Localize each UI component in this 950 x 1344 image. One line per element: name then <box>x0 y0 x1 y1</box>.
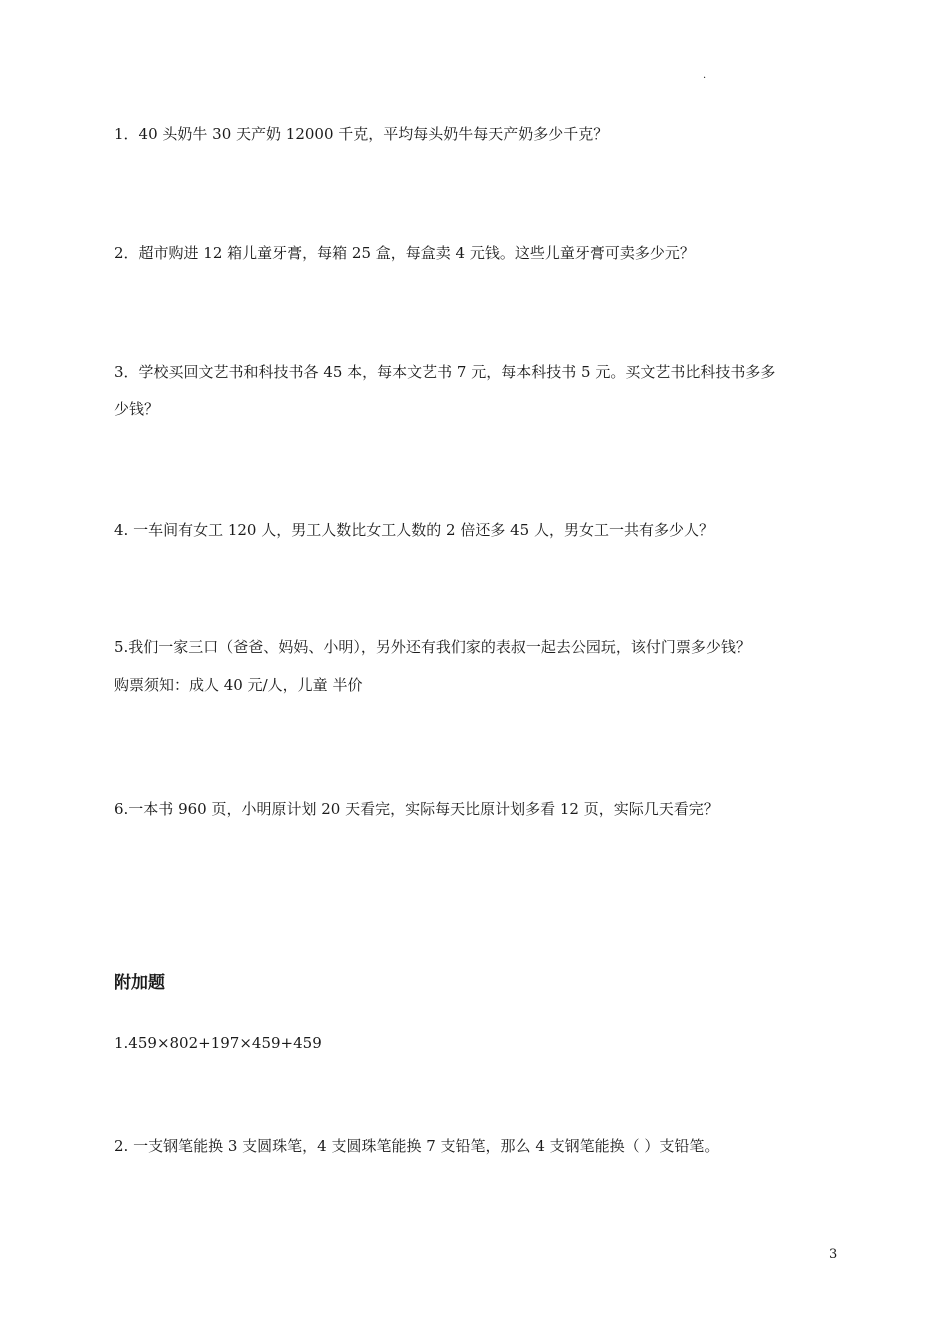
problem-4-text: 4. 一车间有女工 120 人，男工人数比女工人数的 2 倍还多 45 人，男女工一共有多少人？ <box>114 521 714 539</box>
problem-5-text-line-1: 5.我们一家三口（爸爸、妈妈、小明），另外还有我们家的表叔一起去公园玩，该付门票多少钱？ <box>114 638 751 656</box>
problem-3-text-line-1: 3．学校买回文艺书和科技书各 45 本，每本文艺书 7 元，每本科技书 5 元。买文艺书比科技书多多 <box>114 363 776 381</box>
header-mark: . <box>703 70 707 81</box>
problem-1-text: 1．40 头奶牛 30 天产奶 12000 千克，平均每头奶牛每天产奶多少千克？ <box>114 125 609 143</box>
problem-6-text: 6.一本书 960 页，小明原计划 20 天看完，实际每天比原计划多看 12 页，实际几天看完？ <box>114 800 719 818</box>
problem-2-text: 2．超市购进 12 箱儿童牙膏，每箱 25 盒，每盒卖 4 元钱。这些儿童牙膏可卖多少元？ <box>114 244 695 262</box>
extra-item-1: 1.459×802+197×459+459 <box>114 1034 322 1052</box>
extra-item-2: 2. 一支钢笔能换 3 支圆珠笔，4 支圆珠笔能换 7 支铅笔，那么 4 支钢笔能换（ ）支铅笔。 <box>114 1137 720 1155</box>
problem-5-ticket-notice: 购票须知：成人 40 元/人，儿童 半价 <box>114 676 363 694</box>
problem-3-text-line-2: 少钱？ <box>114 400 160 418</box>
extra-section-title: 附加题 <box>114 973 165 993</box>
page-number: 3 <box>829 1247 838 1262</box>
